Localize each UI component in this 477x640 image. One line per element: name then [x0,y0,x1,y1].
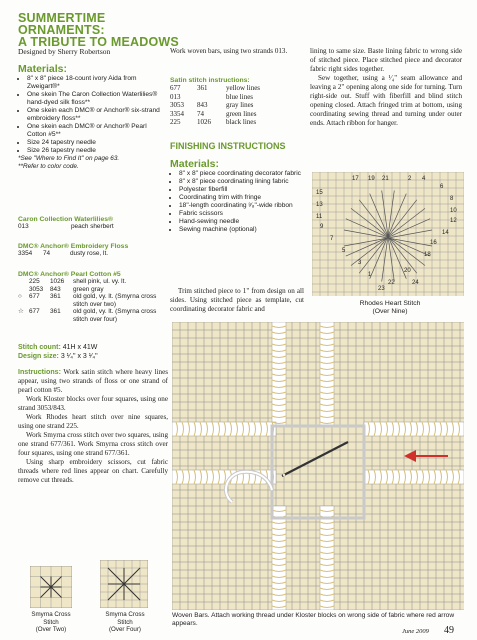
table-cell: 843 [197,101,208,109]
byline: Designed by Sherry Robertson [18,47,111,56]
pearl-key [18,271,170,324]
finishing-materials-list [170,170,304,234]
symbol-cell [18,286,29,294]
table-cell: 1026 [197,118,211,126]
caption-line: Smyrna Cross [31,611,71,618]
table-cell: 3354 [170,109,184,118]
table-cell: blue lines [226,92,254,101]
instructions-p5: Using sharp embroidery scissors, cut fabric threads where red lines appear on chart. Carefully remove cut threads. [18,458,168,484]
issue-date: June 2009 [402,628,429,635]
list-item: • One skein each DMC® or Anchor® Pearl Cotton #5** [27,123,166,139]
table-row [18,250,111,258]
stitch-number-label: 24 [412,280,419,286]
caption-line: Stitch [117,618,133,626]
list-item: • Polyester fiberfill [179,186,304,194]
table-row [170,93,263,102]
symbol-cell: ☆ [18,308,24,316]
table-cell: 361 [197,84,208,92]
caption-line: (Over Four) [109,626,141,633]
list-item: • Hand-sewing needle [179,218,304,226]
title-line-3: A TRIBUTE TO MEADOWS [18,35,179,49]
smyrna-over-two-svg [30,566,72,608]
stitch-number-label: 6 [440,184,444,190]
list-item: • One skein The Caron Collection Waterlilies® hand-dyed silk floss** [27,91,166,107]
table-cell: 361 [50,308,61,316]
table-row [170,84,263,93]
table-cell: dusty rose, lt. [70,250,109,257]
smyrna-over-four-svg [100,560,148,608]
instructions [18,368,168,485]
table-cell: 225 [29,278,40,285]
pearl-heading: DMC® Anchor® Pearl Cotton #5 [18,271,121,278]
materials-note-2: **Refer to color code. [18,163,79,170]
finishing-materials-heading: Materials: [170,158,220,170]
caron-table [18,223,117,231]
caption-line: Smyrna Cross [105,611,145,618]
stitch-number-label: 14 [442,230,449,236]
table-cell: 361 [50,293,61,301]
table-cell: peach sherbert [71,223,114,230]
table-cell: old gold, vy. lt. (Smyrna cross stitch over two) [73,293,157,308]
stitch-info [18,344,168,361]
stitch-number-label: 12 [450,218,457,224]
floss-table [18,250,111,258]
stitch-count [18,344,168,353]
finishing-continued-p1: lining to same size. Baste lining fabric to wrong side of stitched piece. Place stitched piece and decorator fabric right sides together. [310,47,462,73]
stitch-number-label: 22 [388,280,395,286]
list-item: • 8" x 8" piece coordinating lining fabric [179,178,304,186]
list-item: • Coordinating trim with fringe [179,194,304,202]
table-row [18,223,117,231]
table-cell: old gold, vy. lt. (Smyrna cross stitch over four) [73,308,157,323]
list-item: • 8" x 8" piece 18-count ivory Aida from Zweigart®* [27,75,166,91]
pearl-table [18,278,170,324]
table-cell: shell pink, ul. vy. lt. [73,278,127,285]
stitch-number-label: 21 [382,176,389,182]
list-item: • Fabric scissors [179,210,304,218]
table-cell: green gray [73,285,104,293]
caron-heading: Caron Collection Waterlilies® [18,216,114,223]
stitch-number-label: 3 [358,260,362,266]
satin-section [170,77,304,127]
title-line-2: ORNAMENTS: [18,23,105,37]
design-size-value: 3 ¹⁄₄" x 3 ¹⁄₄" [60,352,98,360]
finishing-continued-p2: Sew together, using a ¹⁄₄" seam allowance and leaving a 2" opening along one side for turning. Turn right-side out. Stuff with fiberfill and blind stitch opening closed. Attach fringed trim at bottom, using coordinating sewing thread and turning under outer ends. Attach ribbon for hanger. [310,74,462,127]
materials-list [18,75,166,155]
finishing-continued [310,47,462,128]
rhodes-heart-svg [312,172,464,296]
smyrna-over-four-caption [90,611,160,634]
list-item: • Size 26 tapestry needle [27,147,166,155]
stitch-count-value: 41H x 41W [62,344,98,351]
table-row [170,101,263,110]
list-item: • 8" x 8" piece coordinating decorator fabric [179,170,304,178]
table-row [18,308,170,323]
instructions-p4: Work Smyrna cross stitch over two squares, using one strand 677/361. Work Smyrna cross stitch over four squares, using one strand 677/361. [18,431,168,457]
stitch-number-label: 4 [422,176,426,182]
rhodes-heart-diagram [312,172,464,296]
table-cell: 677 [29,308,40,316]
satin-heading: Satin stitch instructions: [170,77,250,84]
woven-bar [364,470,464,484]
smyrna-over-two-diagram [30,566,72,608]
caron-key [18,216,166,231]
stitch-count-label: Stitch count: [18,344,61,351]
stitch-number-label: 18 [424,252,431,258]
table-cell: 1026 [50,278,65,285]
list-item: • Sewing machine (optional) [179,226,304,234]
instructions-p2: Work Kloster blocks over four squares, using one strand 3053/843. [18,395,168,412]
finishing-materials [170,158,304,234]
satin-table [170,84,263,127]
caption-line: Stitch [43,618,59,626]
table-cell: black lines [226,118,257,126]
list-item: • 18"-length coordinating ³⁄₈"-wide ribbon [179,202,304,210]
table-cell: 843 [50,285,61,293]
floss-key [18,243,166,258]
table-cell: 74 [197,109,204,118]
list-item: • Size 24 tapestry needle [27,139,166,147]
woven-bar [364,422,464,436]
table-cell: 677 [170,84,181,92]
table-cell [197,93,226,102]
stitch-number-label: 8 [450,196,454,202]
table-cell: 013 [18,223,29,230]
table-cell: green lines [226,109,257,118]
list-item: • One skein each DMC® or Anchor® six-strand embroidery floss** [27,107,166,123]
table-cell: gray lines [226,101,254,109]
symbol-cell: ○ [18,293,22,301]
woven-bars-intro: Work woven bars, using two strands 013. [170,47,288,55]
stitch-number-label: 5 [342,248,346,254]
table-row [170,118,263,127]
table-cell: 3354 [18,250,33,257]
finishing-text: Trim stitched piece to 1" from design on all sides. Using stitched piece as template, cut coordinating decorator fabric and [170,287,304,313]
table-row [170,110,263,119]
table-cell: yellow lines [226,84,261,92]
table-cell: 3053 [170,101,184,109]
materials-note-1: *See "Where to Find It" on page 63. [18,155,120,162]
page-number: 49 [444,625,454,636]
stitch-number-label: 13 [316,202,323,208]
table-cell: 013 [170,92,181,101]
stitch-number-label: 11 [316,214,323,220]
caption-line: (Over Nine) [372,307,408,315]
smyrna-over-two-caption [16,611,86,634]
stitch-number-label: 7 [330,236,334,242]
woven-bars-svg [172,322,464,610]
stitch-number-label: 17 [352,176,359,182]
stitch-number-label: 10 [450,208,457,214]
instructions-p1-text: Work satin stitch where heavy lines appear, using two strands of floss or one strand of pearl cotton #5. [18,368,168,394]
instructions-p3: Work Rhodes heart stitch over nine squares, using one strand 225. [18,413,168,430]
stitch-number-label: 20 [404,268,411,274]
symbol-cell [18,278,29,286]
stitch-number-label: 23 [378,286,385,292]
rhodes-caption [330,300,450,315]
instructions-lead: Instructions: [18,368,61,376]
table-row [18,278,170,286]
materials-heading: Materials: [18,63,68,75]
finishing-heading: FINISHING INSTRUCTIONS [170,141,286,151]
stitch-number-label: 16 [430,240,437,246]
table-cell: 225 [170,118,181,126]
instructions-p1 [18,368,168,395]
stitch-number-label: 15 [316,190,323,196]
design-size [18,353,168,362]
stitch-number-label: 2 [408,176,412,182]
design-size-label: Design size: [18,352,59,360]
stitch-number-label: 19 [368,176,375,182]
table-row [18,293,170,308]
table-cell: 3053 [29,285,44,293]
woven-bars-caption: Woven Bars. Attach working thread under Kloster blocks on wrong side of fabric where red arrow appears. [172,612,455,627]
materials-section [18,63,166,171]
caption-line: (Over Two) [35,626,67,633]
stitch-number-label: 1 [368,272,372,278]
table-row [18,286,170,294]
article-title [18,12,179,48]
table-cell: 74 [43,250,51,257]
stitch-number-label: 9 [320,224,324,230]
smyrna-over-four-diagram [100,560,148,608]
floss-heading: DMC® Anchor® Embroidery Floss [18,243,129,250]
woven-bars-diagram [172,322,464,610]
title-line-1: SUMMERTIME [18,11,106,25]
caption-line: Rhodes Heart Stitch [359,300,421,307]
table-cell: 677 [29,293,40,301]
